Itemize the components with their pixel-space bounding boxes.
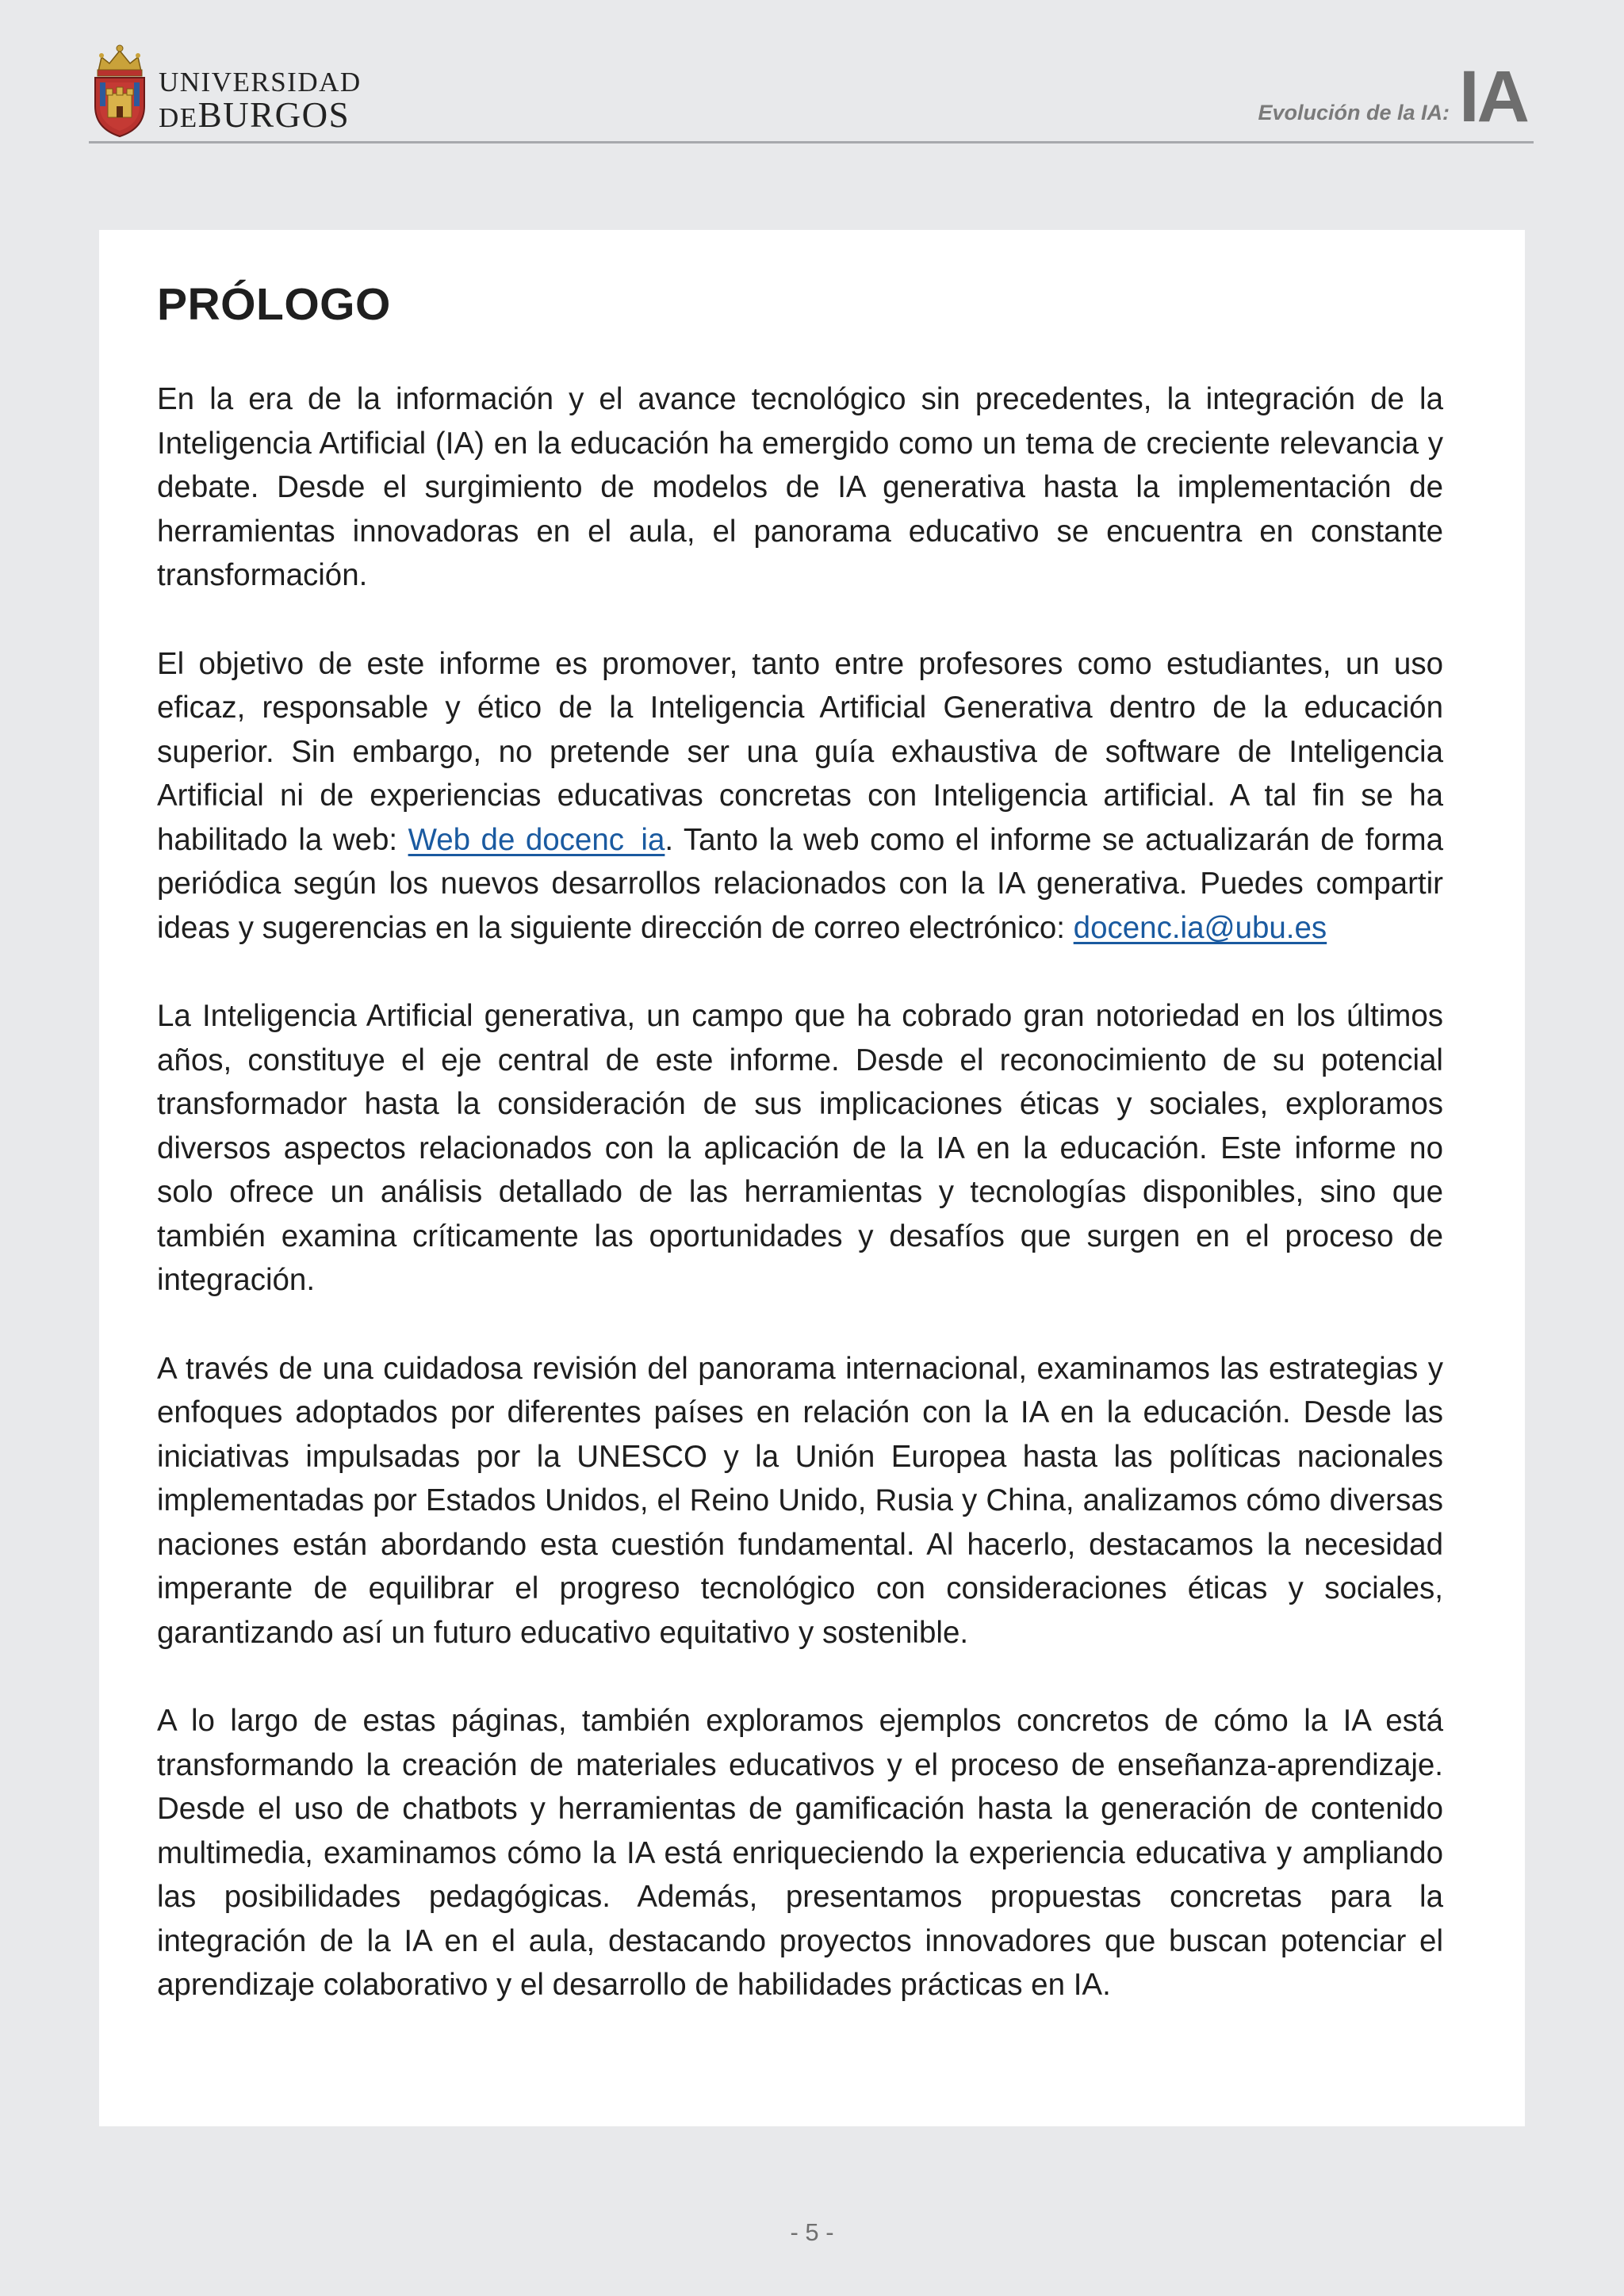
university-crest-icon bbox=[90, 41, 149, 138]
university-logo bbox=[90, 41, 362, 138]
email-link[interactable]: docenc.ia@ubu.es bbox=[1073, 910, 1327, 945]
paragraph-5: A lo largo de estas páginas, también exploramos ejemplos concretos de cómo la IA está transformando la creación de materiales educativos y el proceso de enseñanza-aprendizaje. Desde el uso de chatbots y herramientas de gamificación hasta la generación de contenido multimedia, examinamos cómo la IA está enriqueciendo la experiencia educativa y ampliando las posibilidades pedagógicas. Además, presentamos propuestas concretas para la integración de la IA en el aula, destacando proyectos innovadores que buscan potenciar el aprendizaje colaborativo y el desarrollo de habilidades prácticas en IA. bbox=[157, 1704, 1443, 2003]
web-docencia-link[interactable]: Web de docenc_ia bbox=[408, 822, 665, 857]
paragraph-3: La Inteligencia Artificial generativa, un campo que ha cobrado gran notoriedad en los últimos años, constituye el eje central de este informe. Desde el reconocimiento de su potencial transformador hasta la consideración de sus implicaciones éticas y sociales, exploramos diversos aspectos relacionados con la aplicación de la IA en la educación. Este informe no solo ofrece un análisis detallado de las herramientas y tecnologías disponibles, sino que también examina críticamente las oportunidades y desafíos que surgen en el proceso de integración. bbox=[157, 999, 1443, 1298]
logo-burgos: BURGOS bbox=[197, 95, 350, 135]
page-header bbox=[89, 32, 1534, 144]
content-card bbox=[99, 230, 1525, 2126]
paragraph-1: En la era de la información y el avance tecnológico sin precedentes, la integración de la Inteligencia Artificial (IA) en la educación ha emergido como un tema de creciente relevancia y debate. Desde el surgimiento de modelos de IA generativa hasta la implementación de herramientas innovadoras en el aula, el panorama educativo se encuentra en constante transformación. bbox=[157, 382, 1443, 593]
logo-de: DE bbox=[159, 102, 198, 133]
running-header bbox=[1258, 56, 1527, 138]
logo-line-universidad: UNIVERSIDAD bbox=[159, 67, 362, 98]
logo-line-burgos bbox=[159, 95, 362, 135]
main-content bbox=[157, 277, 1443, 2052]
university-wordmark bbox=[159, 46, 362, 133]
paragraph-2 bbox=[157, 642, 1443, 951]
paragraph-4: A través de una cuidadosa revisión del panorama internacional, examinamos las estrategias y enfoques adoptados por diferentes países en relación con la IA en la educación. Desde las iniciativas impulsadas por la UNESCO y la Unión Europea hasta las políticas nacionales implementadas por Estados Unidos, el Reino Unido, Rusia y China, analizamos cómo diversas naciones están abordando esta cuestión fundamental. Al hacerlo, destacamos la necesidad imperante de equilibrar el progreso tecnológico con consideraciones éticas y sociales, garantizando así un futuro educativo equitativo y sostenible. bbox=[157, 1351, 1443, 1650]
ia-mark: IA bbox=[1459, 56, 1527, 138]
running-title: Evolución de la IA: bbox=[1258, 101, 1450, 124]
paragraph-2-text-a: El objetivo de este informe es promover, tanto entre profesores como estudiantes, un uso eficaz, responsable y ético de la Inteligencia Artificial Generativa dentro de la educación superior. Sin embargo, no pretende ser una guía exhaustiva de software de Inteligencia Artificial ni de experiencias educativas concretas con Inteligencia artificial. A tal fin se ha habilitado la web: bbox=[157, 646, 1443, 857]
page-number: - 5 - bbox=[790, 2218, 834, 2246]
paragraph-2-text-b: . Tanto la web como el informe se actualizarán de forma periódica según los nuevos desarrollos relacionados con la IA generativa. Puedes compartir ideas y sugerencias en la siguiente dirección de correo electrónico: bbox=[157, 822, 1443, 945]
page-title: PRÓLOGO bbox=[157, 279, 391, 330]
